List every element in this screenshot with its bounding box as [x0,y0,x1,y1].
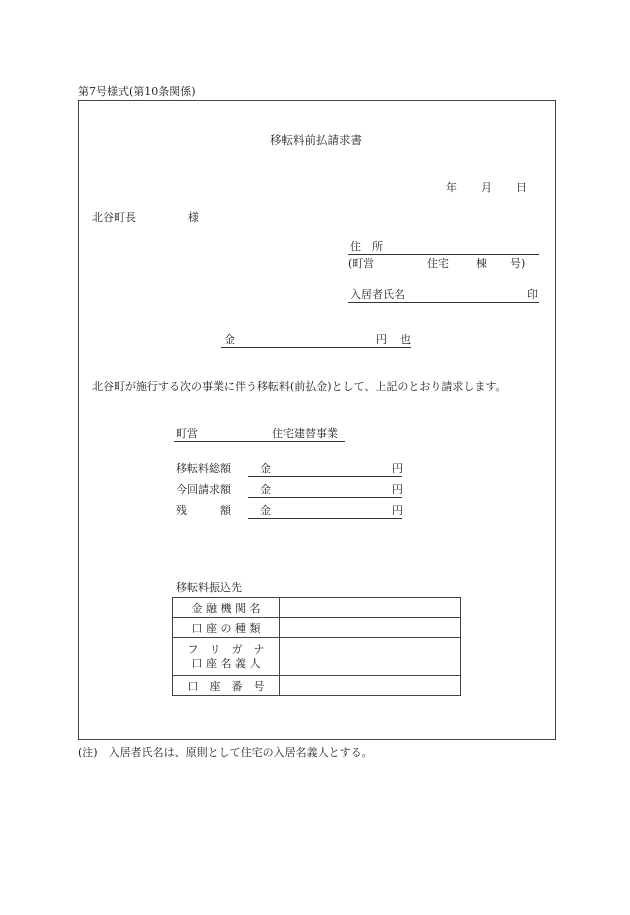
addressee-honorific: 様 [188,211,199,224]
bank-institution-label: 金 融 機 関 名 [173,598,280,618]
housing-note-housing: 住宅 [427,257,449,270]
account-number-value[interactable] [280,676,461,696]
project-name: 住宅建替事業 [272,427,338,440]
table-row [173,598,461,618]
project-prefix: 町営 [176,427,198,440]
account-type-value[interactable] [280,618,461,638]
amount-row-underline [248,518,402,519]
amount-suffix: 也 [400,333,411,346]
account-type-label: 口 座 の 種 類 [173,618,280,638]
amount-row-yen: 円 [392,504,403,517]
addressee-name: 北谷町長 [92,211,136,224]
form-title: 移転料前払請求書 [270,133,362,147]
housing-note-building: 棟 [476,257,487,270]
amount-row-yen: 円 [392,462,403,475]
resident-name-underline [348,302,539,303]
date-day: 日 [516,181,527,194]
amount-row-kin: 金 [260,504,271,517]
table-row [173,676,461,696]
amount-row-label: 移転料総額 [176,462,231,475]
bank-section-title: 移転料振込先 [176,581,242,594]
amount-unit: 円 [376,333,387,346]
amount-row-underline [248,476,402,477]
amount-row-kin: 金 [260,462,271,475]
date-year: 年 [446,181,457,194]
furigana-label: フ リ ガ ナ [187,642,265,656]
project-underline [174,441,345,442]
amount-row-label: 残 額 [176,504,231,517]
bank-institution-value[interactable] [280,598,461,618]
address-underline [348,254,539,255]
amount-row-underline [248,497,402,498]
address-label: 住 所 [350,240,383,253]
holder-label: 口 座 名 義 人 [191,656,261,670]
request-statement: 北谷町が施行する次の事業に伴う移転料(前払金)として、上記のとおり請求します。 [92,380,507,393]
account-number-label: 口 座 番 号 [173,676,280,696]
form-number: 第7号様式(第10条関係) [78,85,196,98]
housing-note-number: 号) [510,257,526,270]
date-month: 月 [481,181,492,194]
footnote: (注) 入居者氏名は、原則として住宅の入居名義人とする。 [78,746,373,759]
amount-prefix: 金 [224,333,235,346]
table-row [173,618,461,638]
seal-mark: 印 [527,288,538,301]
account-holder-label [173,638,280,676]
amount-underline [221,347,411,348]
amount-row-yen: 円 [392,483,403,496]
account-holder-value[interactable] [280,638,461,676]
table-row [173,638,461,676]
resident-name-label: 入居者氏名 [350,288,405,301]
housing-note-open: (町営 [348,257,375,270]
bank-transfer-table [172,597,461,696]
amount-row-kin: 金 [260,483,271,496]
amount-row-label: 今回請求額 [176,483,231,496]
